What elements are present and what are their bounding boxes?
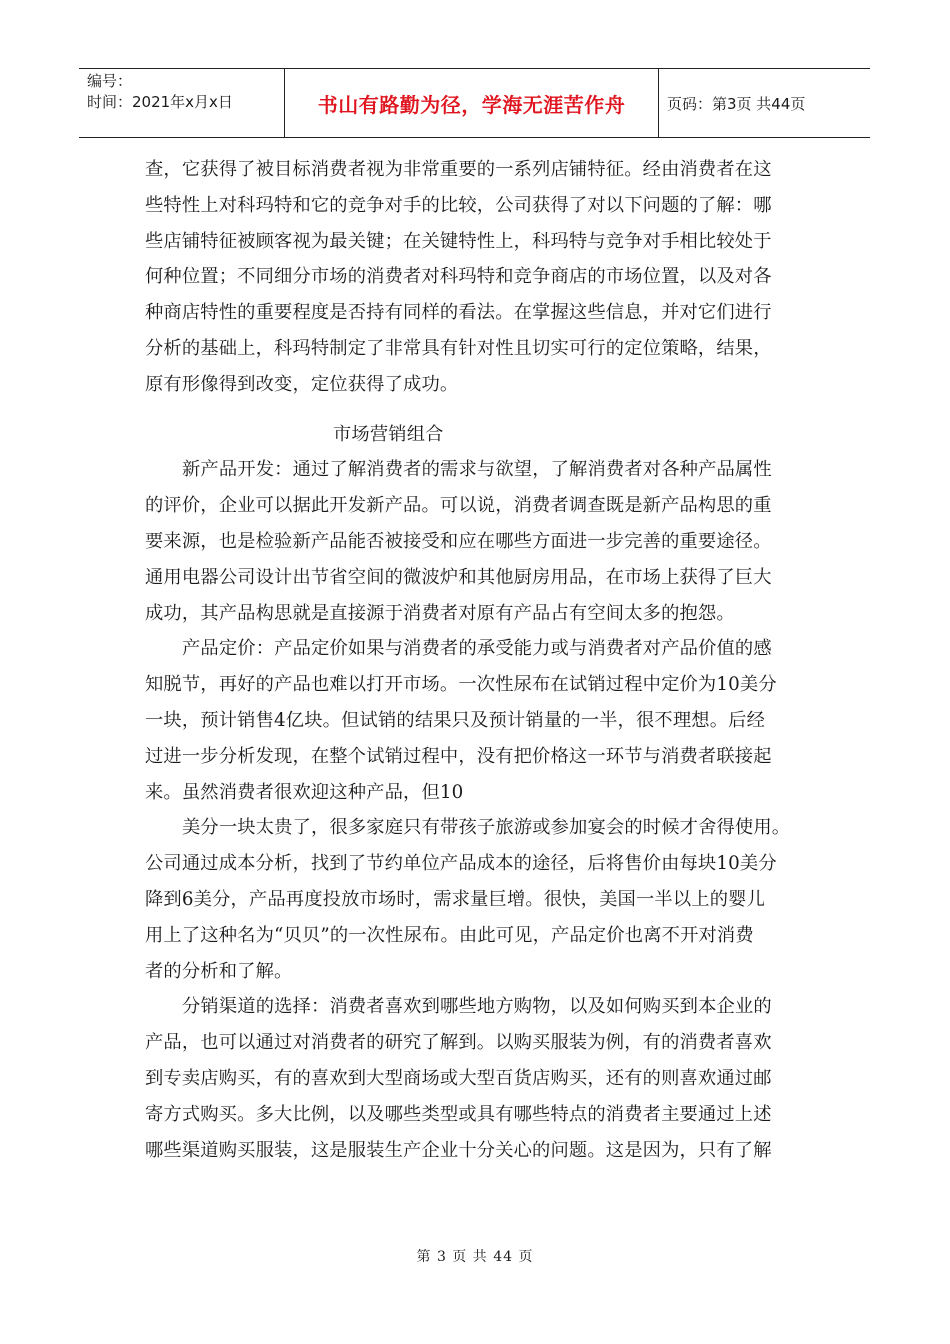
text-line: 来。虽然消费者很欢迎这种产品，但10: [145, 781, 464, 803]
text-line: 产品定价：产品定价如果与消费者的承受能力或与消费者对产品价值的感: [182, 638, 772, 660]
text-line: 新产品开发：通过了解消费者的需求与欲望，了解消费者对各种产品属性: [182, 459, 772, 481]
document-number-label: 编号：: [87, 72, 133, 90]
paragraph-pricing-continued: [145, 810, 810, 989]
text-line: 美分一块太贵了，很多家庭只有带孩子旅游或参加宴会的时候才舍得使用。: [182, 817, 791, 839]
text-line: 些特性上对科玛特和它的竞争对手的比较，公司获得了对以下问题的了解：哪: [145, 194, 772, 216]
text-line: 要来源，也是检验新产品能否被接受和应在哪些方面进一步完善的重要途径。: [145, 530, 772, 552]
text-line: 降到6美分，产品再度投放市场时，需求量巨增。很快，美国一半以上的婴儿: [145, 888, 766, 910]
page-header: [79, 68, 870, 138]
text-line: 通用电器公司设计出节省空间的微波炉和其他厨房用品，在市场上获得了巨大: [145, 566, 772, 588]
page-footer: 第 3 页 共 44 页: [416, 1249, 534, 1265]
paragraph-distribution: [145, 989, 810, 1168]
section-title: 市场营销组合: [333, 423, 444, 445]
header-meta: [79, 69, 285, 137]
text-line: 的评价，企业可以据此开发新产品。可以说，消费者调查既是新产品构思的重: [145, 495, 772, 517]
text-line: 分销渠道的选择：消费者喜欢到哪些地方购物，以及如何购买到本企业的: [182, 996, 772, 1018]
paragraph-pricing: [145, 631, 810, 810]
text-line: 知脱节，再好的产品也难以打开市场。一次性尿布在试销过程中定价为10美分: [145, 674, 777, 696]
text-line: 查，它获得了被目标消费者视为非常重要的一系列店铺特征。经由消费者在这: [145, 159, 772, 180]
document-body: [145, 152, 810, 1168]
text-line: 哪些渠道购买服装，这是服装生产企业十分关心的问题。这是因为，只有了解: [145, 1139, 772, 1161]
paragraph-1: [145, 152, 810, 403]
text-line: 到专卖店购买，有的喜欢到大型商场或大型百货店购买，还有的则喜欢通过邮: [145, 1067, 772, 1089]
text-line: 用上了这种名为“贝贝”的一次性尿布。由此可见，产品定价也离不开对消费: [145, 924, 754, 946]
text-line: 过进一步分析发现，在整个试销过程中，没有把价格这一环节与消费者联接起: [145, 745, 772, 767]
text-line: 种商店特性的重要程度是否持有同样的看法。在掌握这些信息，并对它们进行: [145, 302, 772, 324]
text-line: 寄方式购买。多大比例，以及哪些类型或具有哪些特点的消费者主要通过上述: [145, 1103, 772, 1125]
text-line: 分析的基础上，科玛特制定了非常具有针对性且切实可行的定位策略，结果，: [145, 337, 772, 359]
text-line: 公司通过成本分析，找到了节约单位产品成本的途径，后将售价由每块10美分: [145, 853, 777, 875]
document-date: 时间：2021年x月x日: [87, 93, 233, 111]
text-line: 原有形像得到改变，定位获得了成功。: [145, 373, 459, 395]
text-line: 成功，其产品构思就是直接源于消费者对原有产品占有空间太多的抱怨。: [145, 602, 735, 624]
header-page-info: 页码：第3页 共44页: [667, 94, 806, 113]
paragraph-new-product: [145, 452, 810, 631]
header-motto: 书山有路勤为径，学海无涯苦作舟: [285, 69, 659, 137]
text-line: 产品，也可以通过对消费者的研究了解到。以购买服装为例，有的消费者喜欢: [145, 1032, 772, 1054]
text-line: 些店铺特征被顾客视为最关键；在关键特性上，科玛特与竞争对手相比较处于: [145, 230, 772, 252]
text-line: 一块，预计销售4亿块。但试销的结果只及预计销量的一半，很不理想。后经: [145, 709, 766, 731]
text-line: 者的分析和了解。: [145, 960, 293, 982]
text-line: 何种位置；不同细分市场的消费者对科玛特和竞争商店的市场位置，以及对各: [145, 266, 772, 288]
